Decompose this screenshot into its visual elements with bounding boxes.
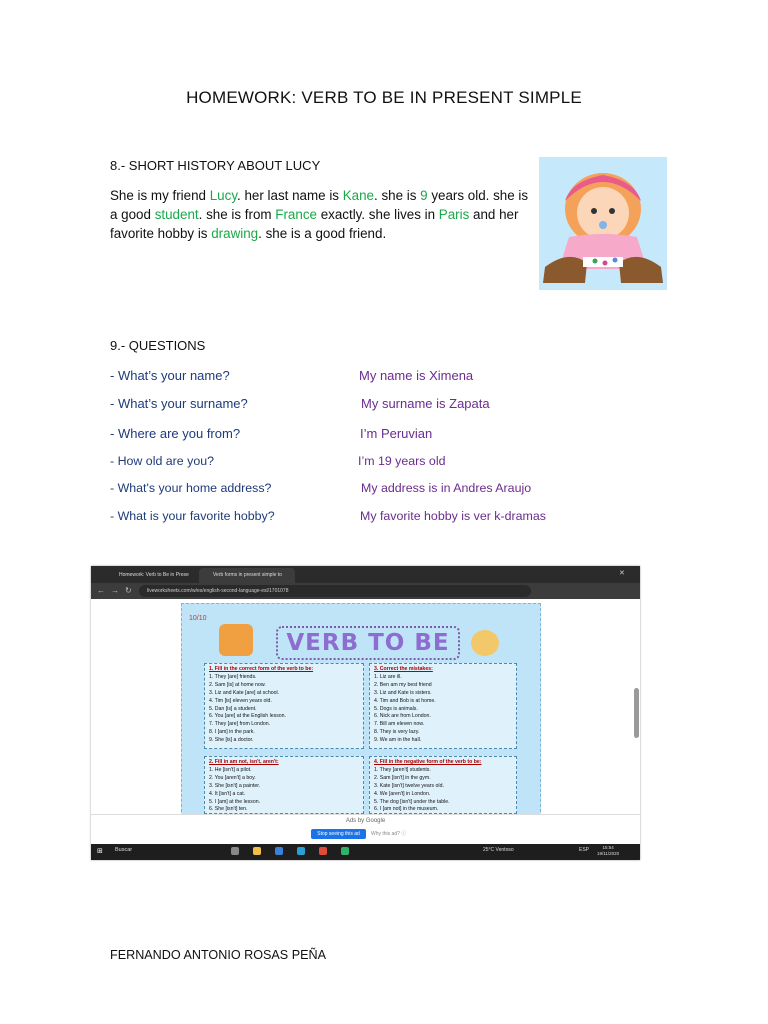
question-2: - What’s your surname? <box>110 396 248 411</box>
author-name: FERNANDO ANTONIO ROSAS PEÑA <box>110 948 326 962</box>
answer-5: My address is in Andres Araujo <box>361 481 532 495</box>
taskbar-language[interactable]: ESP <box>579 847 590 853</box>
exercise-4-line: 5. The dog [isn't] under the table. <box>374 798 450 805</box>
exercise-4-line: 3. Kate [isn't] twelve years old. <box>374 782 444 789</box>
exercise-3-box <box>369 663 517 749</box>
exercise-3-line: 2. Ben am my best friend <box>374 681 432 688</box>
exercise-3-heading: 3. Correct the mistakes: <box>374 666 433 672</box>
answer-1: My name is Ximena <box>359 368 474 383</box>
file-explorer-icon[interactable] <box>253 847 261 855</box>
section-9-heading: 9.- QUESTIONS <box>110 338 206 353</box>
exercise-4-line: 1. They [aren't] students. <box>374 766 431 773</box>
exercise-1-line: 3. Liz and Kate [are] at school. <box>209 689 280 696</box>
exercise-4-line: 2. Sam [isn't] in the gym. <box>374 774 431 781</box>
reload-icon[interactable]: ↻ <box>125 586 132 595</box>
exercise-1-line: 1. They [are] friends. <box>209 673 257 680</box>
taskbar-weather: 25°C Ventoso <box>483 847 514 853</box>
browser-tab-homework[interactable]: Homework: Verb to Be in Prese <box>119 572 189 578</box>
lucy-story-paragraph <box>110 186 530 243</box>
exercise-4-line: 4. We [aren't] in London. <box>374 790 431 797</box>
answer-4: I’m 19 years old <box>358 454 446 468</box>
answer-6: My favorite hobby is ver k-dramas <box>360 509 546 523</box>
exercise-1-box <box>204 663 364 749</box>
stop-seeing-ad-button[interactable]: Stop seeing this ad <box>311 829 366 839</box>
exercise-4-box <box>369 756 517 814</box>
exercise-3-line: 4. Tim and Bob is at home. <box>374 697 436 704</box>
exercise-1-heading: 1. Fill in the correct form of the verb to be: <box>209 666 314 672</box>
edge-icon[interactable] <box>297 847 305 855</box>
exercise-2-line: 2. You [aren't] a boy. <box>209 774 256 781</box>
exercise-1-line: 2. Sam [is] at home now. <box>209 681 266 688</box>
exercise-2-line: 4. It [isn't] a cat. <box>209 790 246 797</box>
story-text: . she is a good friend. <box>258 226 387 241</box>
scrollbar-thumb[interactable] <box>634 688 639 738</box>
exercise-2-line: 5. I [am] at the lesson. <box>209 798 261 805</box>
browser-tab-verb-forms[interactable]: Verb forms in present simple to <box>199 568 295 583</box>
exercise-1-line: 4. Tim [is] eleven years old. <box>209 697 272 704</box>
question-1: - What’s your name? <box>110 368 230 383</box>
story-highlight: student <box>154 207 199 222</box>
exercise-1-line: 9. She [is] a doctor. <box>209 737 254 744</box>
chrome-icon[interactable] <box>319 847 327 855</box>
forward-arrow-icon[interactable]: → <box>111 586 119 595</box>
ad-label: Ads by Google <box>345 818 386 824</box>
exercise-3-line: 7. Bill am eleven now. <box>374 721 425 728</box>
question-5: - What's your home address? <box>110 481 272 495</box>
exercise-3-line: 1. Liz are ill. <box>374 673 402 680</box>
story-text: . her last name is <box>237 188 343 203</box>
story-text: . she is <box>374 188 421 203</box>
section-8-heading: 8.- SHORT HISTORY ABOUT LUCY <box>110 158 321 173</box>
exercise-2-line: 3. She [isn't] a painter. <box>209 782 261 789</box>
why-this-ad-link[interactable]: Why this ad? ⓘ <box>371 831 407 837</box>
question-4: - How old are you? <box>110 454 214 468</box>
exercise-4-heading: 4. Fill in the negative form of the verb to be: <box>374 759 482 765</box>
document-title: HOMEWORK: VERB TO BE IN PRESENT SIMPLE <box>186 88 582 107</box>
store-icon[interactable] <box>275 847 283 855</box>
taskbar-clock <box>597 845 619 857</box>
exercise-3-line: 9. We am in the hall. <box>374 737 422 744</box>
story-highlight: France <box>275 207 317 222</box>
close-window-icon[interactable]: ✕ <box>619 570 625 577</box>
taskbar-time: 15:54 <box>602 845 614 850</box>
story-text: and her favorite hobby is <box>110 207 519 241</box>
girl-drawing-illustration <box>539 157 667 290</box>
story-text: . she is from <box>198 207 276 222</box>
exercise-1-line: 7. They [are] from London. <box>209 721 271 728</box>
exercise-4-line: 6. I [am not] in the museum. <box>374 806 439 813</box>
exercise-2-box <box>204 756 364 814</box>
whatsapp-icon[interactable] <box>341 847 349 855</box>
story-highlight: Paris <box>438 207 470 222</box>
story-text: exactly. she lives in <box>316 207 439 222</box>
answer-3: I’m Peruvian <box>360 426 433 441</box>
answer-2: My surname is Zapata <box>361 396 490 411</box>
kid-books-icon <box>219 624 253 656</box>
exercise-2-line: 6. She [isn't] ten. <box>209 806 248 813</box>
windows-taskbar <box>91 844 640 860</box>
story-highlight: 9 <box>420 188 428 203</box>
story-text: She is my friend <box>110 188 210 203</box>
question-3: - Where are you from? <box>110 426 241 441</box>
worksheet-title: VERB TO BE <box>276 626 460 660</box>
exercise-1-line: 6. You [are] at the English lesson. <box>209 713 287 720</box>
exercise-1-line: 5. Dan [is] a student. <box>209 705 257 712</box>
exercise-3-line: 5. Dogs is animals. <box>374 705 418 712</box>
exercise-1-line: 8. I [am] in the park. <box>209 729 255 736</box>
taskbar-date: 19/11/2020 <box>597 851 620 856</box>
exercise-3-line: 6. Nick are from London. <box>374 713 431 720</box>
story-highlight: Lucy <box>209 188 238 203</box>
url-input[interactable]: liveworksheets.com/w/es/english-second-language-esl/1701078 <box>139 585 531 597</box>
windows-start-icon[interactable]: ⊞ <box>97 848 103 855</box>
page-badge: 10/10 <box>189 615 207 622</box>
story-highlight: drawing <box>211 226 259 241</box>
back-arrow-icon[interactable]: ← <box>97 586 105 595</box>
exercise-2-heading: 2. Fill in am not, isn't, aren't: <box>209 759 279 765</box>
story-text: years old. she is a good <box>110 188 529 222</box>
taskbar-search[interactable]: Buscar <box>115 847 133 853</box>
embedded-browser-screenshot <box>91 566 640 860</box>
exercise-3-line: 8. They is very lazy. <box>374 729 420 736</box>
exercise-3-line: 3. Liz and Kate is sisters. <box>374 689 432 696</box>
boy-face-icon <box>471 630 499 656</box>
exercise-2-line: 1. He [isn't] a pilot. <box>209 766 252 773</box>
task-view-icon[interactable] <box>231 847 239 855</box>
story-highlight: Kane <box>342 188 374 203</box>
girl-drawing-icon <box>539 157 667 290</box>
question-6: - What is your favorite hobby? <box>110 509 275 523</box>
